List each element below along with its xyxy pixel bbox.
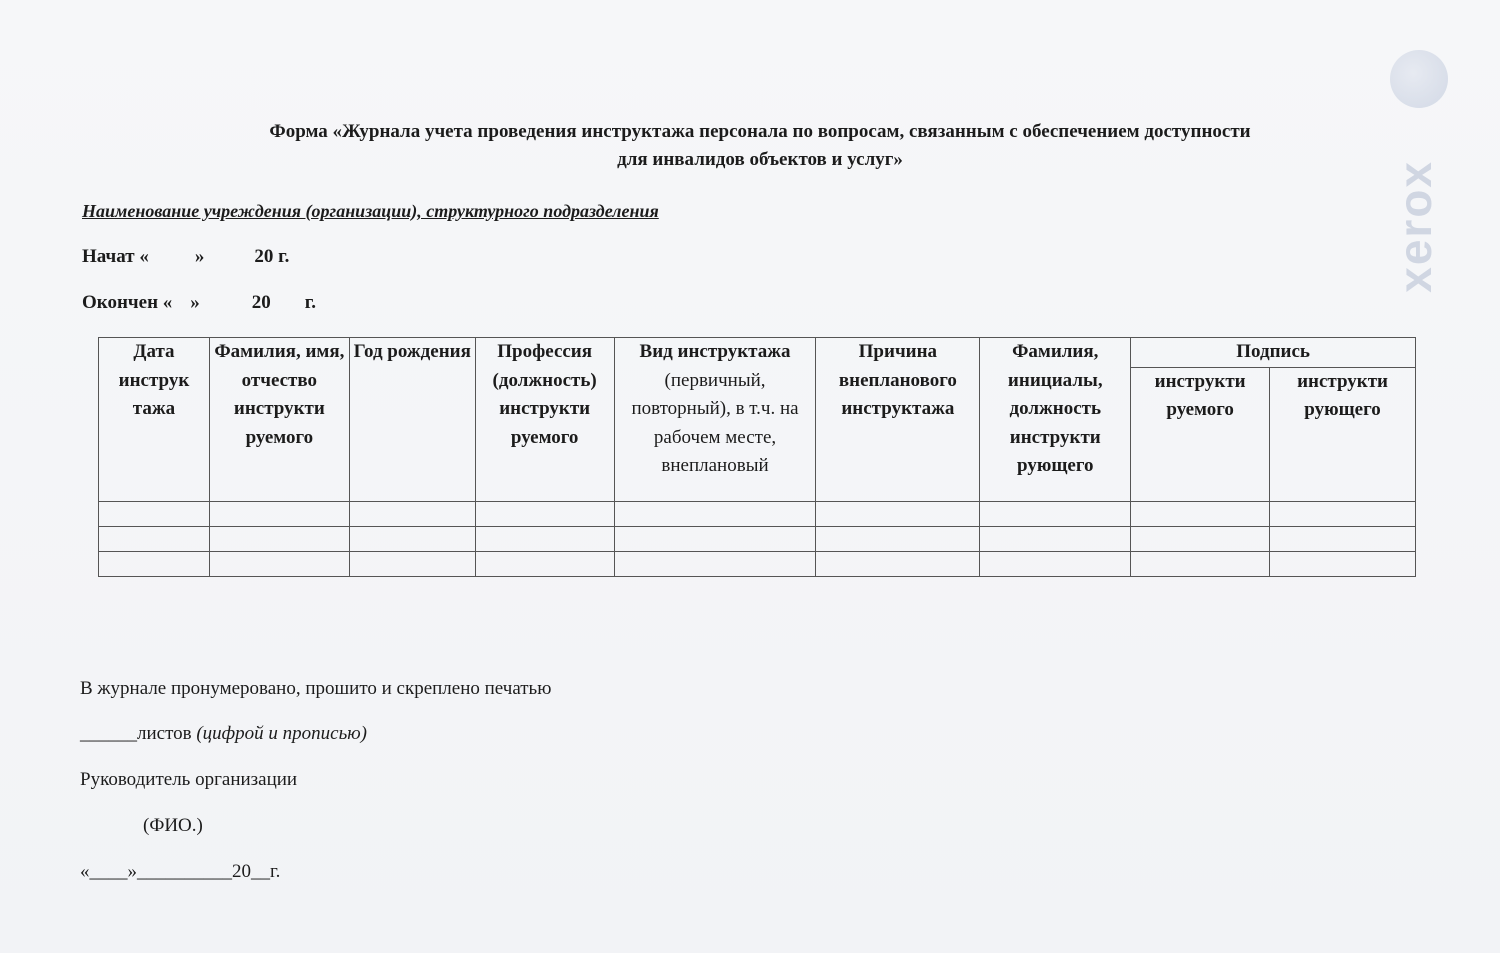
table-cell	[816, 501, 980, 526]
organization-label: Наименование учреждения (организации), структурного подразделения	[82, 201, 659, 221]
table-cell	[1270, 501, 1416, 526]
table-cell	[209, 551, 349, 576]
table-cell	[1131, 501, 1270, 526]
fio-label: (ФИО.)	[143, 815, 203, 836]
table-cell	[475, 526, 614, 551]
ended-label: Окончен «	[82, 292, 173, 313]
started-year: 20 г.	[254, 246, 290, 267]
form-title	[160, 118, 1360, 174]
table-cell	[816, 551, 980, 576]
sheets-blank: ______	[80, 723, 137, 744]
table-cell	[1131, 526, 1270, 551]
started-label: Начат «	[82, 246, 149, 267]
table-row	[99, 501, 1416, 526]
header-row	[99, 338, 1416, 368]
col-instructor: Фамилия, инициалы, должность инструкти рующего	[980, 338, 1131, 502]
form-title-line1: Форма «Журнала учета проведения инструктажа персонала по вопросам, связанным с обеспечением доступности	[269, 121, 1251, 142]
instruction-type-detail: (первичный, повторный), в т.ч. на рабочем месте, внеплановый	[631, 369, 799, 476]
xerox-logo-icon	[1390, 50, 1448, 108]
sheets-hint: (цифрой и прописью)	[196, 723, 367, 744]
form-title-line2: для инвалидов объектов и услуг»	[617, 149, 903, 170]
table-cell	[209, 501, 349, 526]
instruction-type-title: Вид инструктажа	[639, 341, 791, 362]
journal-table	[98, 337, 1416, 577]
table-cell	[99, 501, 210, 526]
table-cell	[209, 526, 349, 551]
ended-year: 20	[251, 292, 271, 313]
col-date: Дата инструк тажа	[99, 338, 210, 502]
table-cell	[1270, 551, 1416, 576]
ended-close-quote: »	[190, 292, 200, 313]
col-reason: Причина внепланового инструктажа	[816, 338, 980, 502]
col-name: Фамилия, имя, отчество инструкти руемого	[209, 338, 349, 502]
table-cell	[475, 551, 614, 576]
table-cell	[349, 501, 475, 526]
table-cell	[614, 501, 816, 526]
numbered-statement: В журнале пронумеровано, прошито и скреплено печатью	[80, 678, 552, 699]
table-cell	[475, 501, 614, 526]
started-line	[82, 246, 289, 268]
table-cell	[816, 526, 980, 551]
table-cell	[614, 551, 816, 576]
date-line: «____»__________20__г.	[80, 861, 281, 882]
ended-year-suffix: г.	[304, 292, 317, 313]
table-cell	[99, 526, 210, 551]
table-cell	[614, 526, 816, 551]
col-profession: Профессия (должность) инструкти руемого	[475, 338, 614, 502]
director-label: Руководитель организации	[80, 769, 298, 790]
sheets-label: листов	[137, 723, 197, 744]
started-close-quote: »	[194, 246, 205, 267]
table-cell	[1270, 526, 1416, 551]
watermark-text: xerox	[1389, 160, 1441, 293]
table-cell	[980, 501, 1131, 526]
table-cell	[349, 551, 475, 576]
col-sig-instructor: инструкти рующего	[1270, 367, 1416, 501]
ended-line	[82, 292, 316, 314]
col-signature: Подпись	[1131, 338, 1416, 368]
col-instruction-type	[614, 338, 816, 502]
table-cell	[1131, 551, 1270, 576]
table-cell	[980, 551, 1131, 576]
col-sig-instructed: инструкти руемого	[1131, 367, 1270, 501]
table-cell	[99, 551, 210, 576]
table-cell	[980, 526, 1131, 551]
table-row	[99, 526, 1416, 551]
col-birth-year: Год рождения	[349, 338, 475, 502]
table-cell	[349, 526, 475, 551]
sheets-line	[80, 723, 367, 745]
table-row	[99, 551, 1416, 576]
